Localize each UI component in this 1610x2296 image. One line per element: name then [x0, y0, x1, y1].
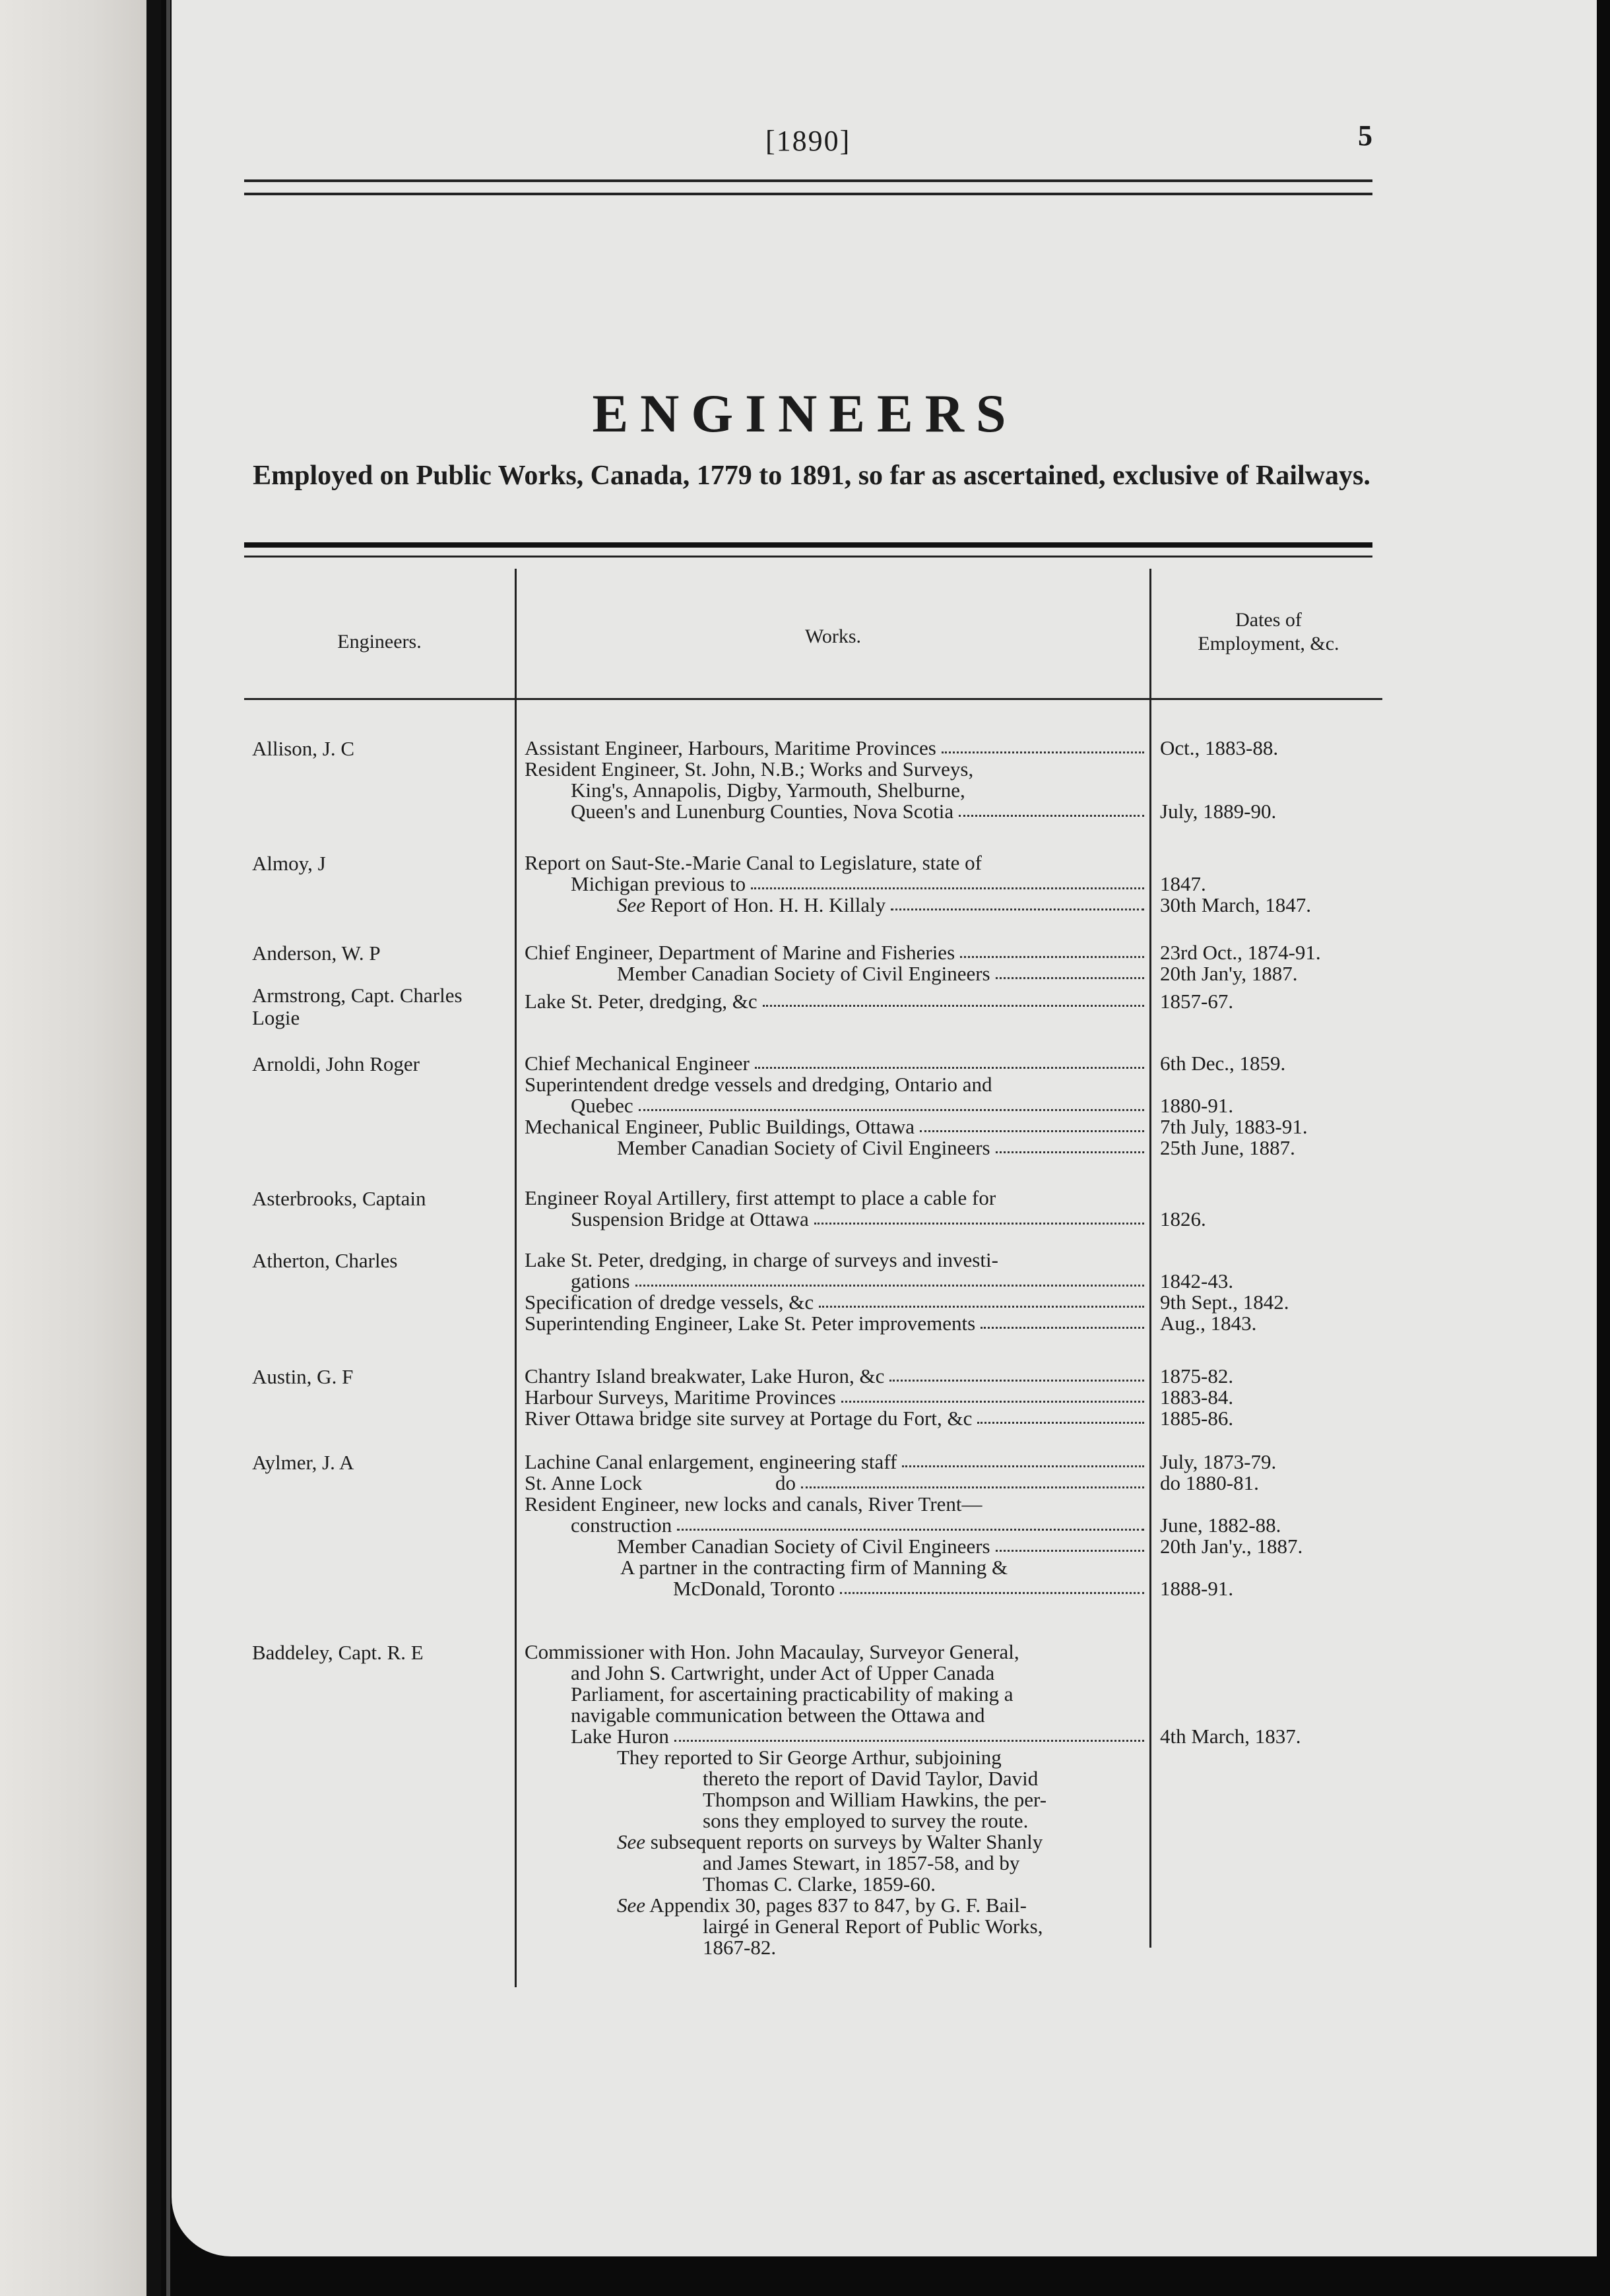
page-number: 5 — [1358, 119, 1372, 152]
work-line — [525, 1387, 1148, 1408]
page-edge-shadow — [1597, 0, 1610, 2296]
work-line — [617, 963, 1148, 984]
employment-date: 30th March, 1847. — [1160, 893, 1312, 916]
work-line — [525, 1313, 1148, 1334]
work-text: sons they employed to survey the route. — [703, 1809, 1029, 1832]
work-line — [703, 1853, 1148, 1874]
work-line — [775, 1473, 1148, 1494]
work-text: See subsequent reports on surveys by Walter Shanly — [617, 1830, 1043, 1853]
work-line — [525, 759, 1148, 780]
work-line — [525, 1116, 1148, 1137]
dot-leader — [819, 1306, 1144, 1308]
work-line — [571, 1705, 1148, 1726]
engineer-name: Anderson, W. P — [252, 941, 381, 965]
work-text: Member Canadian Society of Civil Engineers — [617, 1535, 990, 1558]
employment-date: 4th March, 1837. — [1160, 1725, 1301, 1748]
employment-date: 1880-91. — [1160, 1094, 1234, 1117]
work-line — [525, 1250, 1148, 1271]
engineer-name: Arnoldi, John Roger — [252, 1052, 420, 1075]
work-line — [571, 1095, 1148, 1116]
work-line — [703, 1768, 1148, 1789]
dot-leader — [942, 751, 1144, 753]
work-text: Commissioner with Hon. John Macaulay, Surveyor General, — [525, 1640, 1019, 1663]
work-text: Parliament, for ascertaining practicability of making a — [571, 1682, 1014, 1706]
work-text: Assistant Engineer, Harbours, Maritime Provinces — [525, 736, 936, 759]
work-text: thereto the report of David Taylor, David — [703, 1767, 1039, 1790]
work-text: do — [775, 1471, 796, 1494]
work-line — [571, 1684, 1148, 1705]
dot-leader — [814, 1223, 1144, 1225]
employment-date: 1842-43. — [1160, 1269, 1234, 1292]
running-header-year: [1890] — [765, 125, 851, 157]
work-text: Member Canadian Society of Civil Engineers — [617, 1136, 990, 1159]
work-text: Chief Mechanical Engineer — [525, 1052, 750, 1075]
work-line — [617, 895, 1148, 916]
work-line — [525, 1074, 1148, 1095]
work-text: Chief Engineer, Department of Marine and Fisheries — [525, 941, 955, 964]
employment-date: Aug., 1843. — [1160, 1312, 1257, 1335]
dot-leader — [755, 1067, 1144, 1069]
work-line — [617, 1747, 1148, 1768]
work-text: Member Canadian Society of Civil Engineers — [617, 962, 990, 985]
work-text: Lake St. Peter, dredging, &c — [525, 990, 757, 1013]
work-line — [571, 1663, 1148, 1684]
work-text: King's, Annapolis, Digby, Yarmouth, Shelburne, — [571, 779, 965, 802]
employment-date: 7th July, 1883-91. — [1160, 1115, 1308, 1138]
work-text: Thomas C. Clarke, 1859-60. — [703, 1872, 936, 1896]
work-text: and John S. Cartwright, under Act of Upper Canada — [571, 1661, 995, 1684]
work-text: Resident Engineer, St. John, N.B.; Works and Surveys, — [525, 757, 974, 781]
dot-leader — [841, 1401, 1144, 1403]
work-line — [703, 1916, 1148, 1937]
dot-leader — [677, 1529, 1144, 1531]
dot-leader — [801, 1486, 1144, 1488]
dot-leader — [674, 1740, 1144, 1742]
employment-date: 1857-67. — [1160, 990, 1234, 1013]
dot-leader — [635, 1285, 1144, 1287]
engineer-name: Baddeley, Capt. R. E — [252, 1641, 424, 1664]
column-header-dates: Dates of Employment, &c. — [1198, 609, 1339, 654]
work-text: Resident Engineer, new locks and canals, River Trent— — [525, 1492, 982, 1515]
work-text: Superintendent dredge vessels and dredging, Ontario and — [525, 1073, 992, 1096]
work-line — [525, 1408, 1148, 1429]
engineer-name: Armstrong, Capt. Charles Logie — [252, 984, 463, 1029]
work-text: See Appendix 30, pages 837 to 847, by G. F. Bail- — [617, 1894, 1027, 1917]
page-subtitle: Employed on Public Works, Canada, 1779 to 1891, so far as ascertained, exclusive of Railways. — [253, 461, 1370, 491]
work-text: River Ottawa bridge site survey at Portage du Fort, &c — [525, 1407, 973, 1430]
table-top-rule — [244, 556, 1372, 558]
work-line — [617, 1536, 1148, 1557]
work-text: Quebec — [571, 1094, 633, 1117]
work-line — [571, 1271, 1148, 1292]
work-text: Mechanical Engineer, Public Buildings, Ottawa — [525, 1115, 915, 1138]
work-text: St. Anne Lock — [525, 1471, 643, 1494]
work-line — [571, 1515, 1148, 1536]
dot-leader — [840, 1592, 1144, 1594]
dot-leader — [902, 1465, 1144, 1467]
work-text: and James Stewart, in 1857-58, and by — [703, 1851, 1020, 1874]
header-rule — [244, 179, 1372, 182]
work-text: Report on Saut-Ste.-Marie Canal to Legislature, state of — [525, 851, 982, 874]
dot-leader — [959, 815, 1144, 817]
work-text: lairgé in General Report of Public Works, — [703, 1915, 1043, 1938]
work-line — [525, 852, 1148, 874]
employment-date: Oct., 1883-88. — [1160, 736, 1279, 759]
dot-leader — [751, 887, 1144, 889]
work-line — [571, 874, 1148, 895]
dot-leader — [920, 1130, 1144, 1132]
employment-date: 1885-86. — [1160, 1407, 1234, 1430]
work-text: A partner in the contracting firm of Manning & — [620, 1556, 1008, 1579]
work-line — [525, 1451, 1148, 1473]
dot-leader — [996, 1550, 1144, 1552]
work-text: Thompson and William Hawkins, the per- — [703, 1788, 1047, 1811]
work-line — [617, 1895, 1148, 1916]
work-line — [703, 1789, 1148, 1810]
work-line — [571, 1726, 1148, 1747]
engineer-name: Aylmer, J. A — [252, 1451, 354, 1474]
table-top-rule — [244, 542, 1372, 548]
work-line — [525, 1366, 1148, 1387]
engineer-name: Atherton, Charles — [252, 1249, 398, 1272]
dot-leader — [977, 1422, 1144, 1424]
work-text: McDonald, Toronto — [673, 1577, 835, 1600]
dot-leader — [981, 1327, 1144, 1329]
work-line — [620, 1557, 1148, 1578]
work-text: gations — [571, 1269, 630, 1292]
dot-leader — [996, 1151, 1144, 1153]
work-line — [525, 991, 1148, 1012]
column-divider — [515, 569, 517, 1987]
employment-date: 20th Jan'y., 1887. — [1160, 1535, 1303, 1558]
work-text: Michigan previous to — [571, 872, 746, 895]
employment-date: 1847. — [1160, 872, 1206, 895]
dot-leader — [763, 1005, 1144, 1007]
work-line — [703, 1810, 1148, 1832]
employment-date: do 1880-81. — [1160, 1471, 1259, 1494]
work-text: Lachine Canal enlargement, engineering staff — [525, 1450, 897, 1473]
spine-line — [166, 0, 170, 2296]
work-text: navigable communication between the Ottawa and — [571, 1704, 985, 1727]
column-header-engineers: Engineers. — [337, 631, 422, 653]
work-text: Superintending Engineer, Lake St. Peter improvements — [525, 1312, 976, 1335]
table-header-rule — [244, 698, 1382, 700]
book-spine — [0, 0, 152, 2296]
employment-date: 1875-82. — [1160, 1364, 1234, 1387]
work-text: Engineer Royal Artillery, first attempt to place a cable for — [525, 1186, 996, 1209]
employment-date: 25th June, 1887. — [1160, 1136, 1295, 1159]
employment-date: 20th Jan'y, 1887. — [1160, 962, 1298, 985]
work-line — [617, 1832, 1148, 1853]
page-title: ENGINEERS — [592, 383, 1018, 443]
work-text: Specification of dredge vessels, &c — [525, 1291, 814, 1314]
work-line — [703, 1874, 1148, 1895]
work-text: construction — [571, 1514, 672, 1537]
work-text: They reported to Sir George Arthur, subjoining — [617, 1746, 1002, 1769]
engineer-name: Allison, J. C — [252, 737, 355, 760]
work-line — [525, 1292, 1148, 1313]
work-text: Suspension Bridge at Ottawa — [571, 1207, 809, 1230]
engineer-name: Austin, G. F — [252, 1365, 354, 1388]
dot-leader — [996, 977, 1144, 979]
employment-date: 23rd Oct., 1874-91. — [1160, 941, 1321, 964]
work-text: Lake St. Peter, dredging, in charge of surveys and investi- — [525, 1248, 998, 1271]
employment-date: June, 1882-88. — [1160, 1514, 1281, 1537]
dot-leader — [639, 1109, 1144, 1111]
work-line — [571, 1209, 1148, 1230]
work-line — [525, 1188, 1148, 1209]
engineer-name: Almoy, J — [252, 852, 326, 875]
work-text: Chantry Island breakwater, Lake Huron, &c — [525, 1364, 885, 1387]
dot-leader — [889, 1380, 1144, 1382]
work-line — [525, 1642, 1148, 1663]
employment-date: 1883-84. — [1160, 1386, 1234, 1409]
work-line — [525, 1494, 1148, 1515]
employment-date: 1888-91. — [1160, 1577, 1234, 1600]
employment-date: 6th Dec., 1859. — [1160, 1052, 1286, 1075]
work-line — [703, 1937, 1148, 1958]
spine-shadow — [146, 0, 161, 2296]
work-line — [525, 942, 1148, 963]
work-text: 1867-82. — [703, 1936, 777, 1959]
work-text: See Report of Hon. H. H. Killaly — [617, 893, 886, 916]
dot-leader — [891, 909, 1144, 910]
work-line — [673, 1578, 1148, 1599]
work-text: Lake Huron — [571, 1725, 669, 1748]
employment-date: July, 1889-90. — [1160, 800, 1277, 823]
work-text: Harbour Surveys, Maritime Provinces — [525, 1386, 836, 1409]
work-line — [617, 1137, 1148, 1159]
work-text: Queen's and Lunenburg Counties, Nova Scotia — [571, 800, 954, 823]
work-line — [571, 801, 1148, 822]
employment-date: July, 1873-79. — [1160, 1450, 1277, 1473]
dot-leader — [960, 956, 1144, 958]
employment-date: 1826. — [1160, 1207, 1206, 1230]
work-line — [525, 738, 1148, 759]
employment-date: 9th Sept., 1842. — [1160, 1291, 1289, 1314]
header-rule — [244, 193, 1372, 195]
work-line — [571, 780, 1148, 801]
column-header-works: Works. — [804, 625, 862, 647]
work-line — [525, 1053, 1148, 1074]
engineer-name: Asterbrooks, Captain — [252, 1187, 426, 1210]
column-divider — [1149, 569, 1151, 1948]
